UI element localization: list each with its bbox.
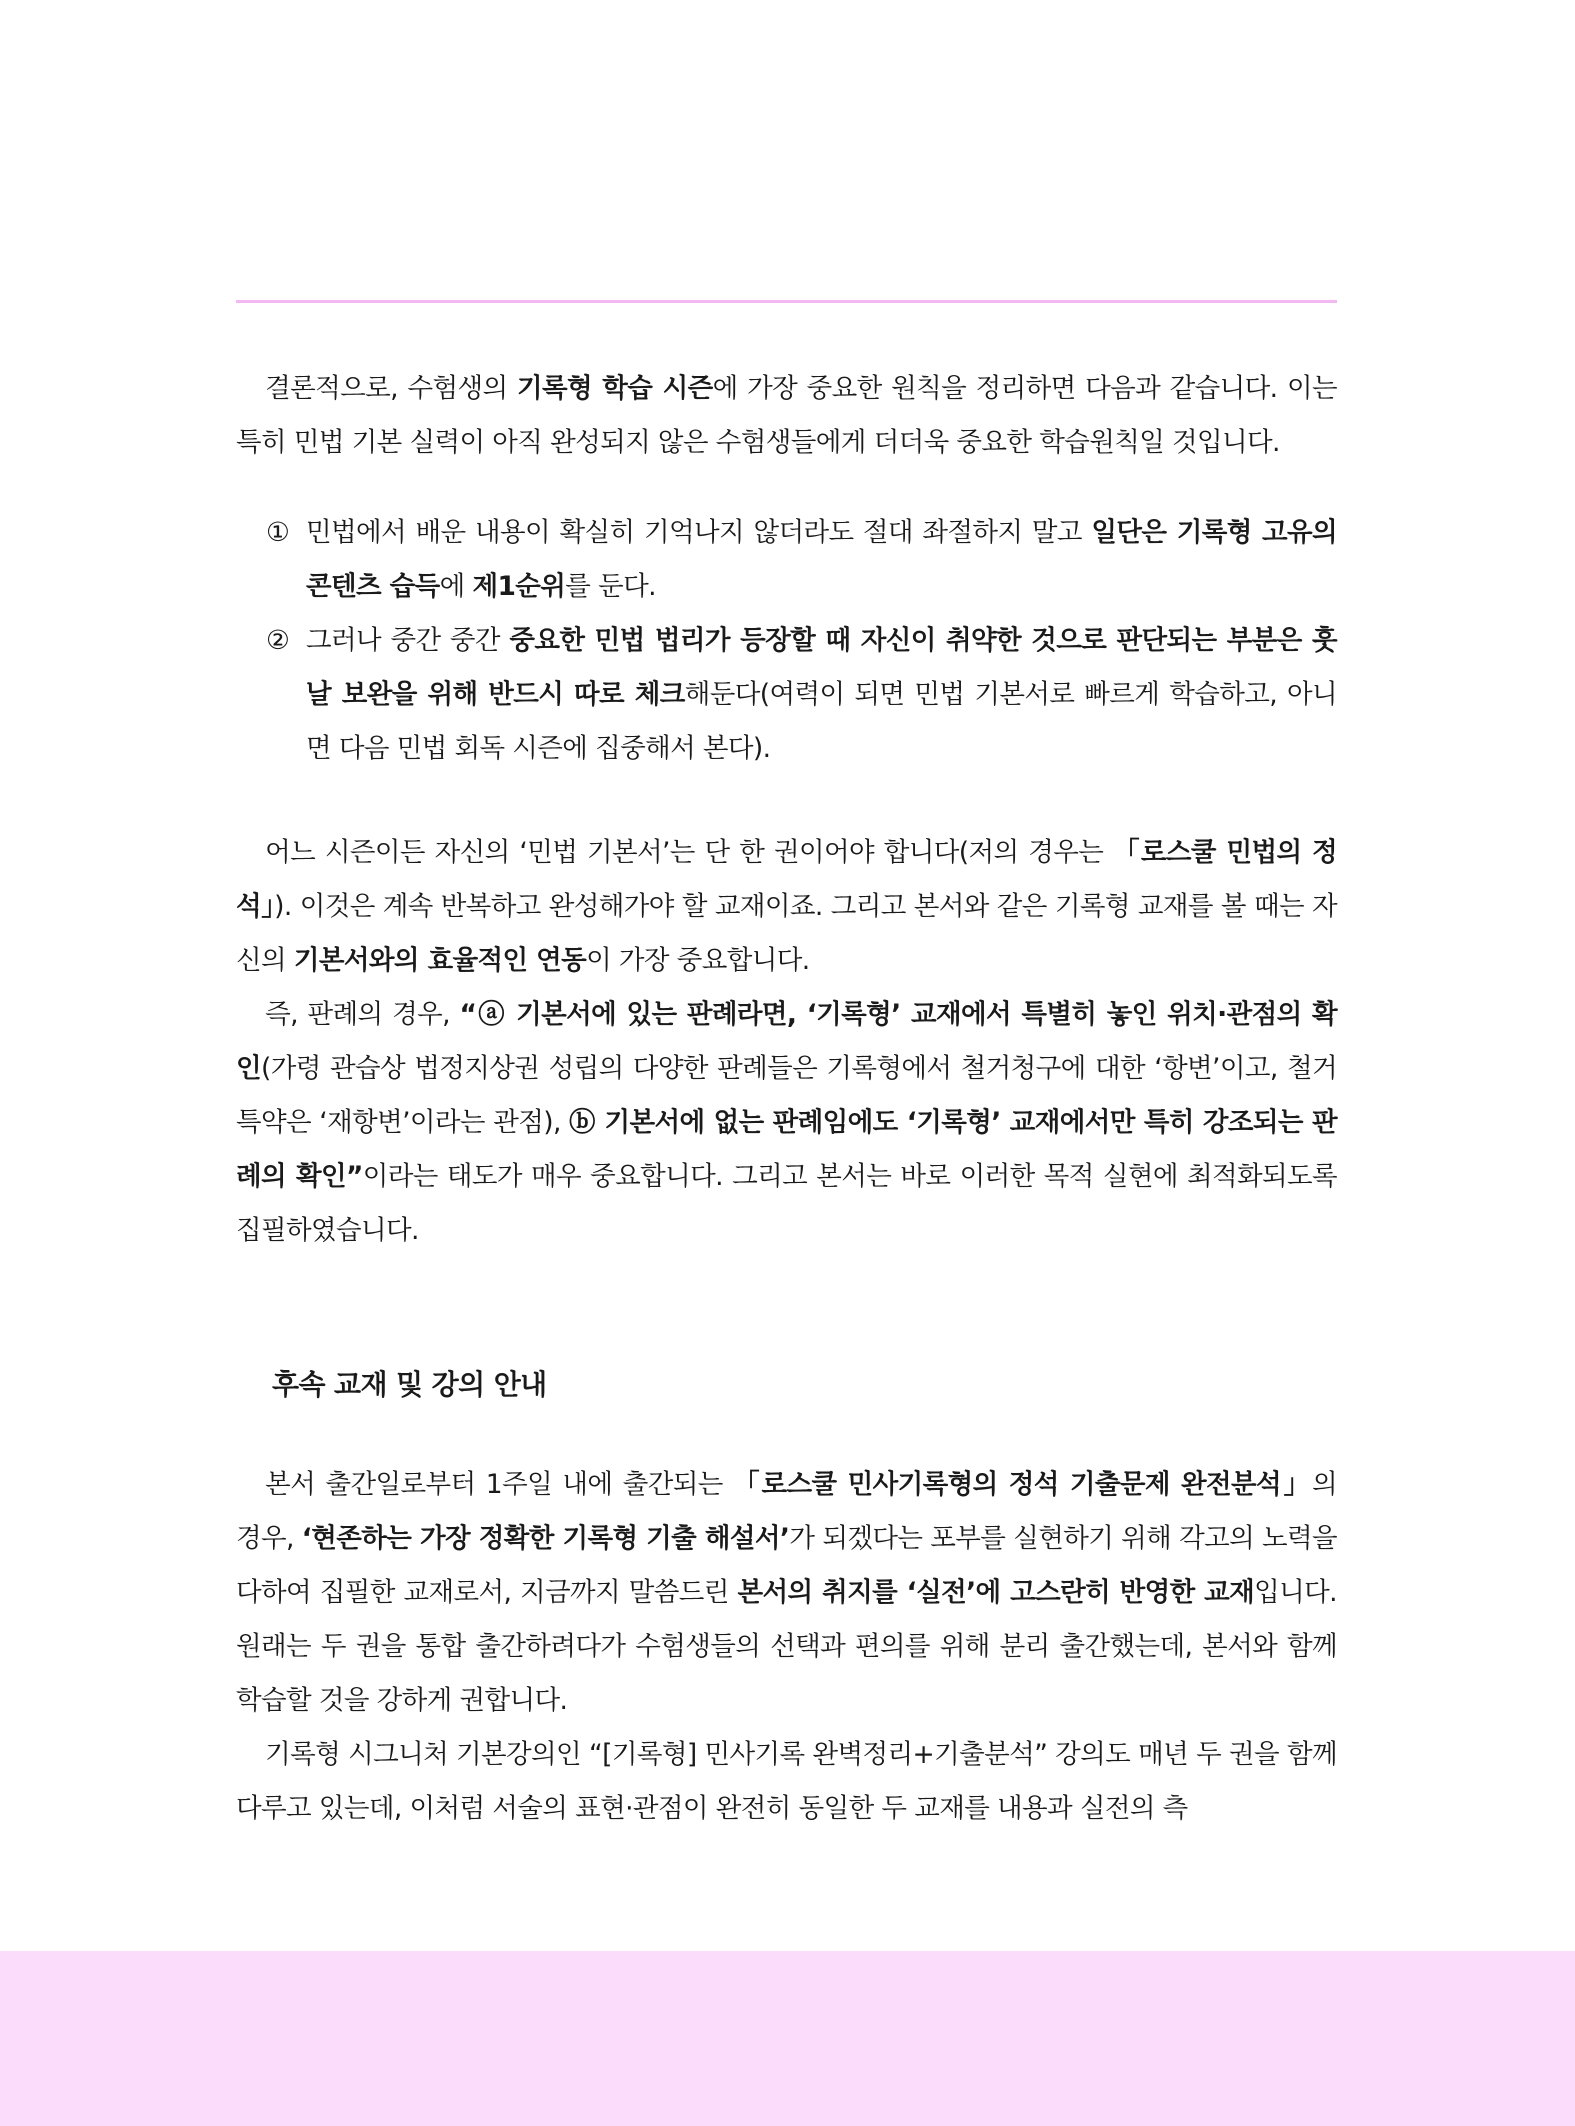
emphasis-text: ⓑ 기본서에 없는 판례임에도 ‘기록형’ 교재에서만 특히 강조되는 판례의 확인” bbox=[236, 1107, 1337, 1192]
text-run: 에 가장 중요한 원칙을 정리하면 다음과 같습니다. 이는 특히 민법 기본 실력이 아직 완성되지 않은 수험생들에게 더더욱 중요한 학습원칙일 것입니다. bbox=[236, 373, 1337, 458]
text-run: 민법에서 배운 내용이 확실히 기억나지 않더라도 절대 좌절하지 말고 bbox=[306, 517, 1092, 548]
text-run: 본서 출간일로부터 1주일 내에 출간되는 bbox=[265, 1469, 734, 1500]
text-run: (가령 관습상 법정지상권 성립의 다양한 판례들은 기록형에서 철거청구에 대한 ‘항변’이고, 철거특약은 ‘재항변’이라는 관점), bbox=[236, 1053, 1337, 1138]
emphasis-text: 「로스쿨 민법의 정석」 bbox=[236, 837, 1338, 922]
emphasis-text: 기록형 학습 시즌 bbox=[516, 373, 713, 404]
principle-list bbox=[236, 506, 1337, 776]
text-run: 이라는 태도가 매우 중요합니다. 그리고 본서는 바로 이러한 목적 실현에 최적화되도록 집필하였습니다. bbox=[236, 1161, 1337, 1246]
text-run: 즉, 판례의 경우, bbox=[265, 999, 460, 1030]
emphasis-text: 일단은 기록형 고유의 콘텐츠 습득 bbox=[306, 517, 1337, 602]
text-run: 결론적으로, 수험생의 bbox=[265, 373, 517, 404]
list-number: ② bbox=[266, 625, 290, 656]
text-run: 해둔다(여력이 되면 민법 기본서로 빠르게 학습하고, 아니면 다음 민법 회독 시즌에 집중해서 본다). bbox=[306, 679, 1337, 764]
list-item bbox=[266, 614, 1338, 776]
emphasis-text: ‘현존하는 가장 정확한 기록형 기출 해설서’ bbox=[301, 1523, 790, 1554]
list-number: ① bbox=[266, 517, 290, 548]
text-run: 에 bbox=[439, 571, 473, 602]
paragraph-lecture bbox=[236, 1728, 1337, 1836]
emphasis-text: 중요한 민법 법리가 등장할 때 자신이 취약한 것으로 판단되는 부분은 훗날 보완을 위해 반드시 따로 체크 bbox=[306, 625, 1338, 710]
emphasis-text: “ⓐ 기본서에 있는 판례라면, ‘기록형’ 교재에서 특별히 놓인 위치·관점의 확인 bbox=[236, 999, 1337, 1084]
list-text bbox=[306, 625, 1337, 764]
header-divider bbox=[236, 300, 1337, 303]
emphasis-text: 본서의 취지를 ‘실전’에 고스란히 반영한 교재 bbox=[737, 1577, 1255, 1608]
text-run: 입니다. 원래는 두 권을 통합 출간하려다가 수험생들의 선택과 편의를 위해 분리 출간했는데, 본서와 함께 학습할 것을 강하게 권합니다. bbox=[236, 1577, 1337, 1716]
emphasis-text: 「로스쿨 민사기록형의 정석 기출문제 완전분석」 bbox=[733, 1469, 1312, 1500]
list-item bbox=[266, 506, 1337, 614]
section-heading: 후속 교재 및 강의 안내 bbox=[272, 1368, 547, 1401]
text-run: 어느 시즌이든 자신의 ‘민법 기본서’는 단 한 권이어야 합니다(저의 경우는 bbox=[265, 837, 1114, 868]
footer-band bbox=[0, 1951, 1575, 2126]
paragraph-followup-book bbox=[236, 1458, 1337, 1728]
paragraph-textbook bbox=[236, 826, 1337, 988]
paragraph-precedents bbox=[236, 988, 1337, 1258]
text-run: 를 둔다. bbox=[565, 571, 656, 602]
text-run: ). 이것은 계속 반복하고 완성해가야 할 교재이죠. 그리고 본서와 같은 기록형 교재를 볼 때는 자신의 bbox=[236, 891, 1337, 976]
text-run: 이 가장 중요합니다. bbox=[586, 945, 810, 976]
emphasis-text: 기본서와의 효율적인 연동 bbox=[293, 945, 587, 976]
list-text bbox=[306, 517, 1337, 602]
text-run: 가 되겠다는 포부를 실현하기 위해 각고의 노력을 다하여 집필한 교재로서, 지금까지 말씀드린 bbox=[236, 1523, 1337, 1608]
text-run: 기록형 시그니처 기본강의인 “[기록형] 민사기록 완벽정리+기출분석” 강의도 매년 두 권을 함께 다루고 있는데, 이처럼 서술의 표현·관점이 완전히 동일한 두 교재를 내용과 실전의 측 bbox=[236, 1739, 1337, 1824]
emphasis-text: 제1순위 bbox=[472, 571, 566, 602]
text-run: 그러나 중간 중간 bbox=[306, 625, 510, 656]
page-body bbox=[236, 362, 1337, 1836]
text-run: 의 경우, bbox=[236, 1469, 1337, 1554]
paragraph-conclusion bbox=[236, 362, 1337, 470]
